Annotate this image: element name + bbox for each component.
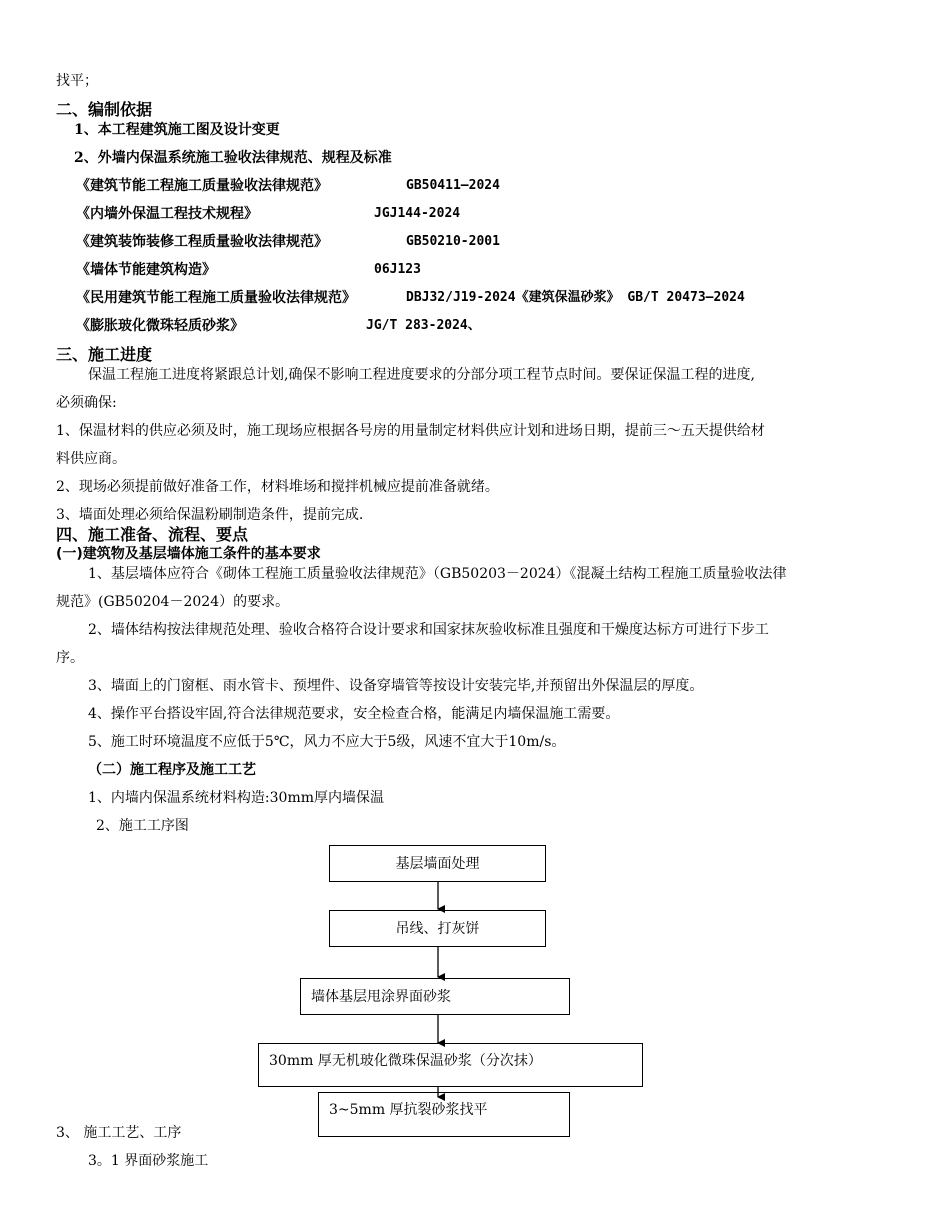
- standard-name: 《民用建筑节能工程施工质量验收法律规范》: [76, 290, 356, 306]
- section3-item3: 3、墙面处理必须给保温粉刷制造条件，提前完成.: [56, 507, 364, 523]
- flow-step-1: [329, 845, 546, 882]
- section3-item2: 2、现场必须提前做好准备工作，材料堆场和搅拌机械应提前准备就绪。: [56, 479, 499, 495]
- requirement-2: 2、墙体结构按法律规范处理、验收合格符合设计要求和国家抹灰验收标准且强度和干燥度达标方可进行下步工: [88, 622, 769, 638]
- flow-step-label: 墙体基层甩涂界面砂浆: [311, 988, 451, 1005]
- standard-name: 《墙体节能建筑构造》: [76, 262, 216, 278]
- flow-step-2: [329, 910, 546, 947]
- flow-step-5: [318, 1092, 570, 1137]
- standard-name: 《内墙外保温工程技术规程》: [76, 206, 258, 222]
- requirement-3: 3、墙面上的门窗框、雨水管卡、预埋件、设备穿墙管等按设计安装完毕,并预留出外保温层的厚度。: [88, 678, 704, 694]
- requirement-5: 5、施工时环境温度不应低于5℃，风力不应大于5级，风速不宜大于10m/s。: [88, 734, 566, 750]
- standard-code: JGJ144-2024: [374, 206, 461, 221]
- requirement-2-cont: 序。: [56, 650, 84, 666]
- requirement-4: 4、操作平台搭设牢固,符合法律规范要求，安全检查合格，能满足内墙保温施工需要。: [88, 706, 620, 722]
- section2-item1: 1、本工程建筑施工图及设计变更: [74, 122, 280, 138]
- section3-paragraph: 保温工程施工进度将紧跟总计划,确保不影响工程进度要求的分部分项工程节点时间。要保证保温工程的进度,: [88, 367, 755, 383]
- standard-code: GB50411—2024: [406, 178, 500, 193]
- standard-name: 《建筑装饰装修工程质量验收法律规范》: [76, 234, 328, 250]
- flow-step-4: [258, 1043, 643, 1087]
- flow-step-label: 30mm 厚无机玻化微珠保温砂浆（分次抹）: [269, 1053, 542, 1069]
- standard-name: 《膨胀玻化微珠轻质砂浆》: [76, 318, 244, 334]
- section3-item1: 1、保温材料的供应必须及时，施工现场应根据各号房的用量制定材料供应计划和进场日期，提前三～五天提供给材: [56, 423, 765, 439]
- flow-step-label: 基层墙面处理: [395, 855, 480, 872]
- standard-code: JG/T 283-2024、: [366, 318, 481, 333]
- standard-code: GB50210-2001: [406, 234, 500, 249]
- requirement-1-cont: 规范》(GB50204－2024）的要求。: [56, 594, 290, 610]
- craft-title: 3、 施工工艺、工序: [56, 1125, 182, 1141]
- requirement-1: 1、基层墙体应符合《砌体工程施工质量验收法律规范》（GB50203－2024）《混凝土结构工程施工质量验收法律: [88, 566, 787, 582]
- standard-code: DBJ32/J19-2024《建筑保温砂浆》 GB/T 20473—2024: [406, 290, 745, 305]
- section2-title: 二、编制依据: [56, 100, 153, 119]
- section4-subheading-1: (一)建筑物及基层墙体施工条件的基本要求: [56, 546, 321, 562]
- flow-step-label: 吊线、打灰饼: [395, 920, 480, 937]
- procedure-2: 2、施工工序图: [96, 818, 189, 834]
- standard-name: 《建筑节能工程施工质量验收法律规范》: [76, 178, 328, 194]
- section2-item2: 2、外墙内保温系统施工验收法律规范、规程及标准: [74, 150, 392, 166]
- craft-subtitle: 3。1 界面砂浆施工: [88, 1153, 209, 1169]
- section3-title: 三、施工进度: [56, 345, 153, 364]
- section3-item1-cont: 料供应商。: [56, 451, 126, 467]
- section4-title: 四、施工准备、流程、要点: [56, 525, 249, 544]
- standard-code: 06J123: [374, 262, 421, 277]
- flow-step-label: 3~5mm 厚抗裂砂浆找平: [329, 1102, 488, 1118]
- section3-paragraph-cont: 必须确保:: [56, 395, 117, 411]
- section4-subheading-2: （二）施工程序及施工工艺: [88, 762, 256, 778]
- flow-step-3: [300, 978, 570, 1015]
- procedure-1: 1、内墙内保温系统材料构造:30mm厚内墙保温: [88, 790, 384, 806]
- intro-text: 找平；: [56, 73, 98, 89]
